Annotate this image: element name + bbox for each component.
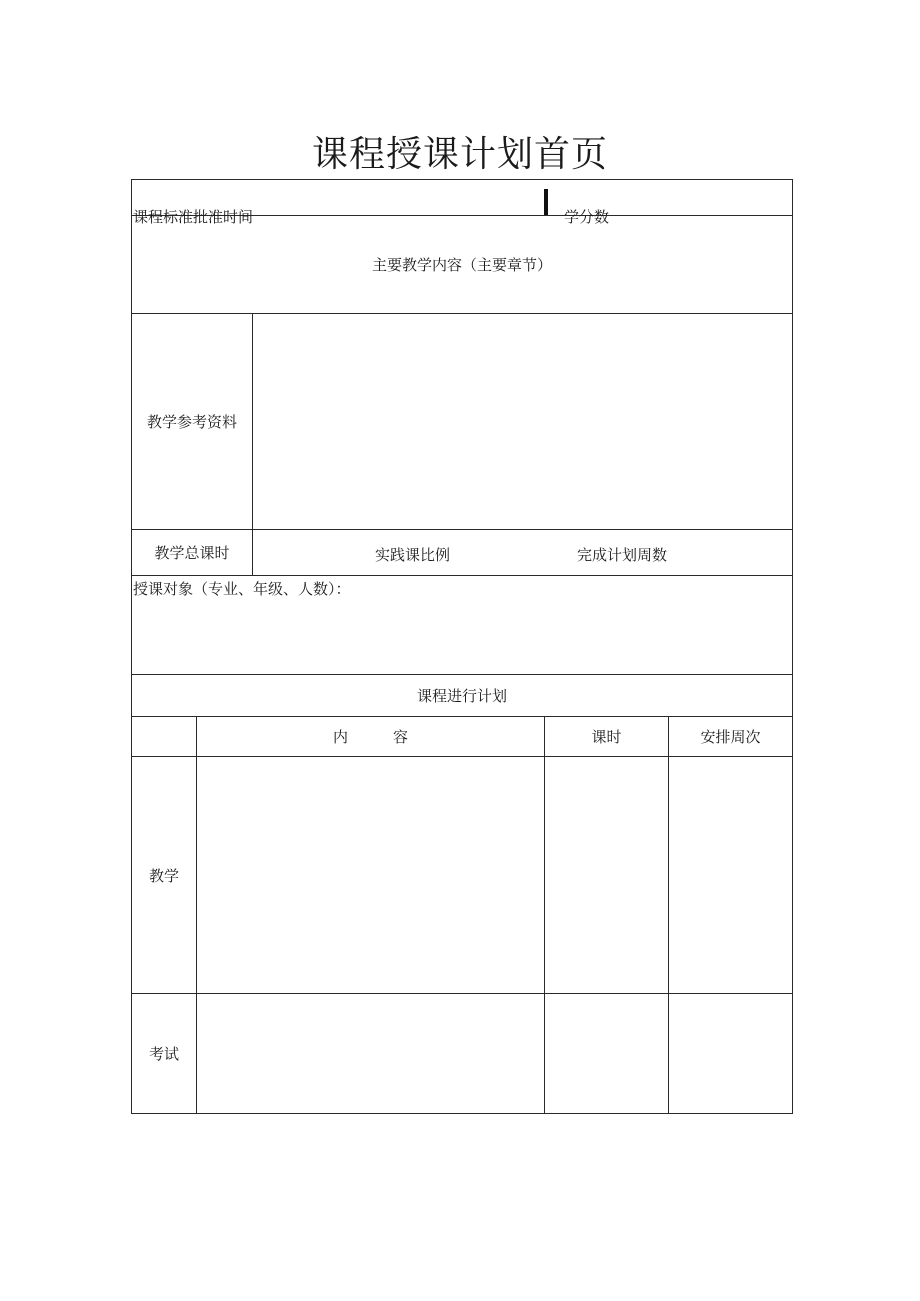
total-hours-cell [132,530,252,575]
schedule-header-blank [132,717,196,756]
table-divider [252,313,253,575]
row-label-teaching: 教学 [148,866,179,885]
table-divider [544,716,545,1113]
main-content-cell [132,216,792,313]
reference-label: 教学参考资料 [146,413,237,431]
row-label-exam: 考试 [148,1045,179,1063]
page-title: 课程授课计划首页 [311,134,608,175]
total-hours-label: 教学总课时 [154,544,230,562]
credits-cell [556,180,676,226]
weeks-label: 完成计划周数 [577,546,668,564]
schedule-title-cell [132,675,792,716]
table-divider [131,575,793,576]
main-content-label: 主要教学内容（主要章节） [371,256,552,274]
reference-label-cell [132,314,252,529]
schedule-title: 课程进行计划 [416,687,507,705]
column-header-hours: 课时 [591,728,622,746]
practice-ratio-label: 实践课比例 [375,546,451,564]
schedule-row-exam [132,994,196,1113]
approval-time-label: 课程标准批准时间 [133,208,254,226]
table-divider [131,993,793,994]
credits-label: 学分数 [564,208,610,226]
table-divider [668,716,669,1113]
schedule-header-content [197,717,544,756]
table-divider [131,756,793,757]
table-border-right [792,179,793,1114]
schedule-header-hours [545,717,668,756]
table-divider [196,716,197,1113]
column-header-content: 内 容 [332,728,408,746]
table-border-bottom [131,1113,793,1114]
schedule-row-teaching [132,757,196,993]
schedule-header-weeks [669,717,792,756]
separator-mark [544,189,548,215]
audience-label: 授课对象（专业、年级、人数）： [133,580,351,598]
column-header-weeks: 安排周次 [700,728,761,746]
approval-time-cell [132,180,432,226]
